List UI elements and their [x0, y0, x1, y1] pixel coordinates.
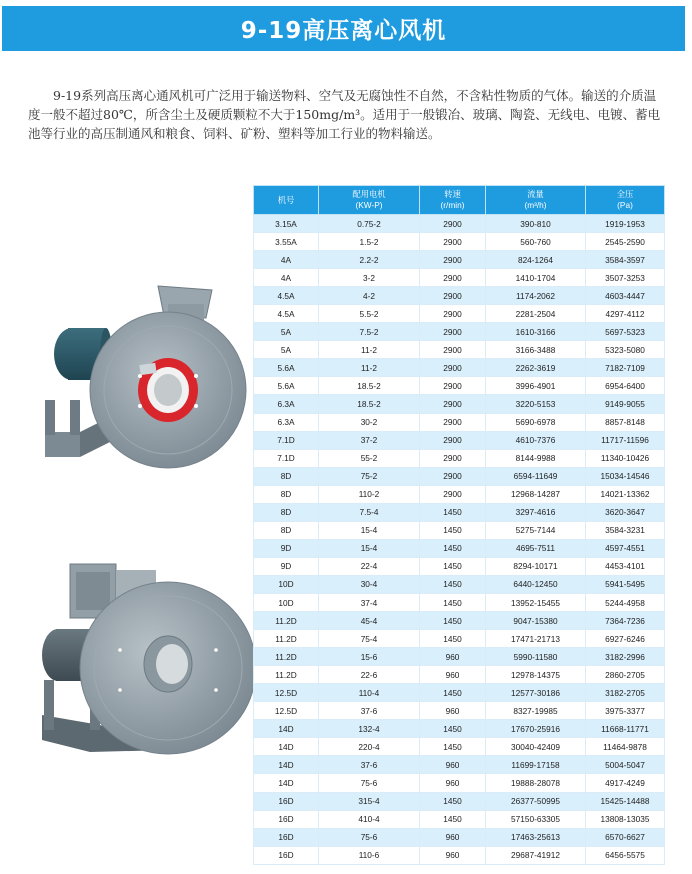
- cell-pressure: 11668-11771: [586, 720, 665, 738]
- cell-model: 16D: [254, 810, 319, 828]
- cell-pressure: 2860-2705: [586, 666, 665, 684]
- cell-flow: 6440-12450: [486, 575, 586, 593]
- cell-model: 3.55A: [254, 233, 319, 251]
- cell-speed: 2900: [420, 341, 486, 359]
- table-row: [254, 756, 665, 774]
- cell-motor: 410-4: [319, 810, 420, 828]
- table-row: [254, 341, 665, 359]
- cell-model: 7.1D: [254, 449, 319, 467]
- table-row: [254, 233, 665, 251]
- cell-model: 4A: [254, 251, 319, 269]
- cell-speed: 2900: [420, 431, 486, 449]
- cell-pressure: 2545-2590: [586, 233, 665, 251]
- cell-pressure: 6927-6246: [586, 630, 665, 648]
- table-row: [254, 810, 665, 828]
- cell-flow: 17670-25916: [486, 720, 586, 738]
- cell-speed: 2900: [420, 269, 486, 287]
- cell-flow: 3996-4901: [486, 377, 586, 395]
- cell-motor: 0.75-2: [319, 215, 420, 233]
- cell-speed: 2900: [420, 467, 486, 485]
- table-row: [254, 738, 665, 756]
- cell-flow: 8294-10171: [486, 557, 586, 575]
- title-bar: [2, 6, 685, 51]
- cell-motor: 75-6: [319, 828, 420, 846]
- cell-motor: 315-4: [319, 792, 420, 810]
- cell-model: 10D: [254, 575, 319, 593]
- cell-speed: 960: [420, 828, 486, 846]
- header-unit: (KW-P): [355, 200, 383, 210]
- cell-model: 8D: [254, 521, 319, 539]
- cell-motor: 45-4: [319, 612, 420, 630]
- cell-speed: 1450: [420, 810, 486, 828]
- table-row: [254, 251, 665, 269]
- table-row: [254, 413, 665, 431]
- cell-flow: 560-760: [486, 233, 586, 251]
- cell-motor: 75-2: [319, 467, 420, 485]
- table-row: [254, 774, 665, 792]
- cell-model: 9D: [254, 539, 319, 557]
- cell-speed: 2900: [420, 215, 486, 233]
- cell-model: 16D: [254, 828, 319, 846]
- cell-model: 16D: [254, 792, 319, 810]
- cell-motor: 110-4: [319, 684, 420, 702]
- cell-pressure: 4603-4447: [586, 287, 665, 305]
- table-row: [254, 359, 665, 377]
- cell-pressure: 5004-5047: [586, 756, 665, 774]
- cell-pressure: 3584-3597: [586, 251, 665, 269]
- cell-pressure: 15034-14546: [586, 467, 665, 485]
- cell-speed: 2900: [420, 251, 486, 269]
- table-row: [254, 612, 665, 630]
- cell-motor: 110-2: [319, 485, 420, 503]
- cell-speed: 960: [420, 846, 486, 864]
- cell-pressure: 11340-10426: [586, 449, 665, 467]
- header-motor: [319, 186, 420, 215]
- cell-motor: 11-2: [319, 341, 420, 359]
- table-row: [254, 377, 665, 395]
- cell-speed: 960: [420, 666, 486, 684]
- cell-speed: 1450: [420, 575, 486, 593]
- cell-flow: 1174-2062: [486, 287, 586, 305]
- cell-flow: 4695-7511: [486, 539, 586, 557]
- cell-motor: 37-4: [319, 593, 420, 611]
- cell-speed: 1450: [420, 557, 486, 575]
- cell-model: 5.6A: [254, 359, 319, 377]
- cell-motor: 11-2: [319, 359, 420, 377]
- cell-flow: 5690-6978: [486, 413, 586, 431]
- cell-speed: 2900: [420, 323, 486, 341]
- cell-pressure: 13808-13035: [586, 810, 665, 828]
- cell-flow: 6594-11649: [486, 467, 586, 485]
- cell-motor: 55-2: [319, 449, 420, 467]
- table-row: [254, 431, 665, 449]
- table-row: [254, 503, 665, 521]
- cell-speed: 2900: [420, 395, 486, 413]
- cell-motor: 37-6: [319, 756, 420, 774]
- cell-model: 14D: [254, 738, 319, 756]
- cell-flow: 4610-7376: [486, 431, 586, 449]
- cell-motor: 2.2-2: [319, 251, 420, 269]
- cell-motor: 4-2: [319, 287, 420, 305]
- cell-flow: 824-1264: [486, 251, 586, 269]
- cell-pressure: 6954-6400: [586, 377, 665, 395]
- cell-model: 5A: [254, 323, 319, 341]
- cell-model: 5A: [254, 341, 319, 359]
- cell-pressure: 4453-4101: [586, 557, 665, 575]
- cell-motor: 37-6: [319, 702, 420, 720]
- cell-model: 9D: [254, 557, 319, 575]
- cell-model: 14D: [254, 756, 319, 774]
- header-speed: [420, 186, 486, 215]
- cell-flow: 2281-2504: [486, 305, 586, 323]
- cell-flow: 17471-21713: [486, 630, 586, 648]
- cell-speed: 1450: [420, 720, 486, 738]
- cell-flow: 390-810: [486, 215, 586, 233]
- cell-model: 10D: [254, 593, 319, 611]
- cell-model: 14D: [254, 774, 319, 792]
- table-row: [254, 485, 665, 503]
- cell-speed: 1450: [420, 539, 486, 557]
- cell-motor: 30-4: [319, 575, 420, 593]
- cell-pressure: 3584-3231: [586, 521, 665, 539]
- cell-pressure: 7182-7109: [586, 359, 665, 377]
- cell-motor: 22-4: [319, 557, 420, 575]
- cell-model: 8D: [254, 485, 319, 503]
- cell-motor: 15-6: [319, 648, 420, 666]
- cell-speed: 960: [420, 648, 486, 666]
- cell-speed: 2900: [420, 359, 486, 377]
- cell-model: 12.5D: [254, 684, 319, 702]
- cell-motor: 220-4: [319, 738, 420, 756]
- cell-model: 6.3A: [254, 395, 319, 413]
- cell-pressure: 11464-9878: [586, 738, 665, 756]
- header-unit: (Pa): [617, 200, 633, 210]
- table-row: [254, 539, 665, 557]
- table-row: [254, 395, 665, 413]
- cell-speed: 1450: [420, 612, 486, 630]
- fan-photo-gray: [30, 560, 260, 760]
- table-row: [254, 702, 665, 720]
- cell-pressure: 6570-6627: [586, 828, 665, 846]
- cell-model: 6.3A: [254, 413, 319, 431]
- cell-flow: 1410-1704: [486, 269, 586, 287]
- table-row: [254, 846, 665, 864]
- cell-pressure: 7364-7236: [586, 612, 665, 630]
- table-row: [254, 269, 665, 287]
- cell-flow: 5990-11580: [486, 648, 586, 666]
- cell-speed: 2900: [420, 449, 486, 467]
- table-row: [254, 557, 665, 575]
- cell-speed: 1450: [420, 792, 486, 810]
- cell-pressure: 15425-14488: [586, 792, 665, 810]
- header-model: [254, 186, 319, 215]
- header-flow: [486, 186, 586, 215]
- cell-flow: 3297-4616: [486, 503, 586, 521]
- cell-model: 11.2D: [254, 666, 319, 684]
- cell-flow: 3166-3488: [486, 341, 586, 359]
- cell-model: 8D: [254, 467, 319, 485]
- cell-motor: 15-4: [319, 539, 420, 557]
- cell-speed: 2900: [420, 485, 486, 503]
- header-label: 流量: [527, 189, 544, 199]
- cell-motor: 18.5-2: [319, 377, 420, 395]
- cell-speed: 960: [420, 756, 486, 774]
- cell-speed: 2900: [420, 305, 486, 323]
- table-row: [254, 593, 665, 611]
- cell-pressure: 9149-9055: [586, 395, 665, 413]
- cell-speed: 1450: [420, 684, 486, 702]
- cell-flow: 1610-3166: [486, 323, 586, 341]
- cell-pressure: 5244-4958: [586, 593, 665, 611]
- cell-motor: 1.5-2: [319, 233, 420, 251]
- cell-pressure: 1919-1953: [586, 215, 665, 233]
- cell-pressure: 6456-5575: [586, 846, 665, 864]
- cell-model: 7.1D: [254, 431, 319, 449]
- page-title: 9-19高压离心风机: [240, 18, 447, 44]
- cell-motor: 132-4: [319, 720, 420, 738]
- header-unit: (m³/h): [524, 200, 547, 210]
- cell-flow: 5275-7144: [486, 521, 586, 539]
- cell-motor: 30-2: [319, 413, 420, 431]
- cell-motor: 75-6: [319, 774, 420, 792]
- header-label: 配用电机: [352, 189, 386, 199]
- table-row: [254, 648, 665, 666]
- fan-photo-red-inlet: [40, 282, 250, 472]
- cell-model: 8D: [254, 503, 319, 521]
- cell-speed: 2900: [420, 413, 486, 431]
- table-row: [254, 720, 665, 738]
- cell-flow: 13952-15455: [486, 593, 586, 611]
- table-body: [254, 215, 665, 865]
- cell-model: 4.5A: [254, 305, 319, 323]
- cell-speed: 960: [420, 702, 486, 720]
- cell-flow: 19888-28078: [486, 774, 586, 792]
- cell-speed: 2900: [420, 233, 486, 251]
- table-row: [254, 666, 665, 684]
- cell-motor: 18.5-2: [319, 395, 420, 413]
- cell-motor: 22-6: [319, 666, 420, 684]
- cell-pressure: 3507-3253: [586, 269, 665, 287]
- cell-pressure: 4917-4249: [586, 774, 665, 792]
- cell-speed: 2900: [420, 287, 486, 305]
- cell-speed: 960: [420, 774, 486, 792]
- cell-flow: 9047-15380: [486, 612, 586, 630]
- cell-flow: 2262-3619: [486, 359, 586, 377]
- table-header-row: [254, 186, 665, 215]
- cell-model: 14D: [254, 720, 319, 738]
- table-row: [254, 305, 665, 323]
- cell-motor: 7.5-4: [319, 503, 420, 521]
- cell-motor: 75-4: [319, 630, 420, 648]
- cell-model: 3.15A: [254, 215, 319, 233]
- cell-speed: 1450: [420, 630, 486, 648]
- table-row: [254, 630, 665, 648]
- header-unit: (r/min): [440, 200, 465, 210]
- table-row: [254, 215, 665, 233]
- cell-model: 16D: [254, 846, 319, 864]
- cell-flow: 12577-30186: [486, 684, 586, 702]
- cell-flow: 12968-14287: [486, 485, 586, 503]
- cell-pressure: 3182-2705: [586, 684, 665, 702]
- cell-pressure: 4297-4112: [586, 305, 665, 323]
- cell-model: 11.2D: [254, 648, 319, 666]
- header-label: 转速: [444, 189, 461, 199]
- spec-table: [253, 185, 665, 865]
- cell-speed: 1450: [420, 503, 486, 521]
- cell-speed: 1450: [420, 521, 486, 539]
- table-row: [254, 287, 665, 305]
- cell-motor: 110-6: [319, 846, 420, 864]
- cell-flow: 3220-5153: [486, 395, 586, 413]
- table-row: [254, 684, 665, 702]
- cell-model: 4.5A: [254, 287, 319, 305]
- cell-flow: 8144-9988: [486, 449, 586, 467]
- table-row: [254, 449, 665, 467]
- cell-pressure: 3975-3377: [586, 702, 665, 720]
- header-label: 机号: [277, 194, 295, 205]
- cell-flow: 57150-63305: [486, 810, 586, 828]
- cell-motor: 7.5-2: [319, 323, 420, 341]
- cell-pressure: 3182-2996: [586, 648, 665, 666]
- header-label: 全压: [616, 189, 634, 199]
- cell-model: 4A: [254, 269, 319, 287]
- cell-motor: 5.5-2: [319, 305, 420, 323]
- cell-pressure: 14021-13362: [586, 485, 665, 503]
- table-row: [254, 575, 665, 593]
- cell-model: 11.2D: [254, 630, 319, 648]
- table-row: [254, 828, 665, 846]
- cell-speed: 2900: [420, 377, 486, 395]
- table-row: [254, 323, 665, 341]
- intro-paragraph: 9-19系列高压离心通风机可广泛用于输送物料、空气及无腐蚀性不自然，不含粘性物质的气体。输送的介质温度一般不超过80℃，所含尘土及硬质颗粒不大于150mg/m³。适用于一般锻冶、玻璃、陶瓷、无线电、电镀、蓄电池等行业的高压制通风和粮食、饲料、矿粉、塑料等加工行业的物料输送。: [28, 88, 661, 141]
- cell-motor: 15-4: [319, 521, 420, 539]
- table-row: [254, 467, 665, 485]
- header-pressure: [586, 186, 665, 215]
- cell-flow: 29687-41912: [486, 846, 586, 864]
- table-row: [254, 792, 665, 810]
- cell-flow: 12978-14375: [486, 666, 586, 684]
- cell-motor: 3-2: [319, 269, 420, 287]
- cell-model: 11.2D: [254, 612, 319, 630]
- cell-pressure: 8857-8148: [586, 413, 665, 431]
- table-row: [254, 521, 665, 539]
- cell-model: 12.5D: [254, 702, 319, 720]
- cell-pressure: 11717-11596: [586, 431, 665, 449]
- cell-pressure: 3620-3647: [586, 503, 665, 521]
- cell-model: 5.6A: [254, 377, 319, 395]
- cell-pressure: 5697-5323: [586, 323, 665, 341]
- cell-flow: 8327-19985: [486, 702, 586, 720]
- cell-flow: 11699-17158: [486, 756, 586, 774]
- cell-pressure: 4597-4551: [586, 539, 665, 557]
- cell-flow: 26377-50995: [486, 792, 586, 810]
- cell-pressure: 5941-5495: [586, 575, 665, 593]
- cell-flow: 30040-42409: [486, 738, 586, 756]
- cell-speed: 1450: [420, 593, 486, 611]
- cell-speed: 1450: [420, 738, 486, 756]
- cell-motor: 37-2: [319, 431, 420, 449]
- cell-flow: 17463-25613: [486, 828, 586, 846]
- cell-pressure: 5323-5080: [586, 341, 665, 359]
